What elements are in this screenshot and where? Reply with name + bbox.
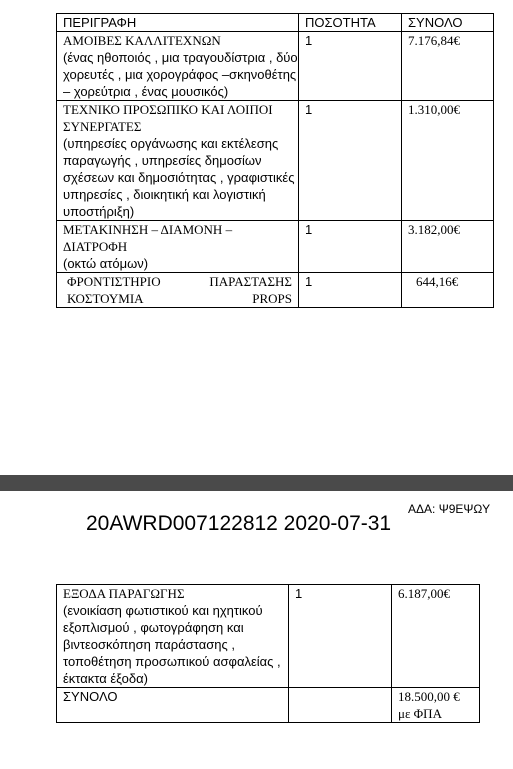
row-total: 3.182,00€ [402,221,494,273]
table-row [57,101,494,221]
row-description [57,32,299,101]
ada-code: ΑΔΑ: Ψ9ΕΨΩΥ [408,502,491,516]
row-quantity: 1 [289,585,392,688]
row-details: (ενοικίαση φωτιστικού και ηχητικού εξοπλισμού , φωτογράφηση και βιντεοσκόπηση παράστασης , τοποθέτηση προσωπικού ασφαλείας , έκτακτα έξοδα) [63,603,281,686]
header-total: ΣΥΝΟΛΟ [402,14,494,32]
page-separator [0,475,513,491]
row-description [57,273,299,308]
row-title: ΤΕΧΝΙΚΟ ΠΡΟΣΩΠΙΚΟ ΚΑΙ ΛΟΙΠΟΙ ΣΥΝΕΡΓΑΤΕΣ [63,102,273,134]
row-title: ΦΡΟΝΤΙΣΤΗΡΙΟ ΠΑΡΑΣΤΑΣΗΣ ΚΟΣΤΟΥΜΙΑ PROPS [67,274,292,306]
sum-value: 18.500,00 € με ΦΠΑ [392,688,480,723]
row-quantity: 1 [299,32,402,101]
row-title: ΜΕΤΑΚΙΝΗΣΗ – ΔΙΑΜΟΝΗ – ΔΙΑΤΡΟΦΗ [63,222,233,254]
row-details: (υπηρεσίες οργάνωσης και εκτέλεσης παραγωγής , υπηρεσίες δημοσίων σχέσεων και δημοσιότητας , γραφιστικές υπηρεσίες , διοικητική και λογιστική υποστήριξη) [63,136,295,219]
row-total: 6.187,00€ [392,585,480,688]
row-description [57,101,299,221]
budget-table-page2 [56,584,480,723]
row-details: (ένας ηθοποιός , μια τραγουδίστρια , δύο χορευτές , μια χορογράφος –σκηνοθέτης – χορεύτρια , ένας μουσικός) [63,50,298,99]
table-row [57,273,494,308]
row-total: 7.176,84€ [402,32,494,101]
sum-quantity-empty [289,688,392,723]
budget-table-page1 [56,13,494,308]
sum-label: ΣΥΝΟΛΟ [57,688,289,723]
document-id: 20AWRD007122812 2020-07-31 [86,512,392,535]
table-row [57,585,480,688]
row-title: ΑΜΟΙΒΕΣ ΚΑΛΛΙΤΕΧΝΩΝ [63,33,221,48]
row-description [57,585,289,688]
row-quantity: 1 [299,221,402,273]
row-quantity: 1 [299,101,402,221]
row-title: ΕΞΟΔΑ ΠΑΡΑΓΩΓΗΣ [63,586,185,601]
row-details: (οκτώ ατόμων) [63,256,149,271]
table-row [57,221,494,273]
row-quantity: 1 [299,273,402,308]
sum-row [57,688,480,723]
header-description: ΠΕΡΙΓΡΑΦΗ [57,14,299,32]
row-total: 644,16€ [402,273,494,308]
row-description [57,221,299,273]
row-total: 1.310,00€ [402,101,494,221]
header-quantity: ΠΟΣΟΤΗΤΑ [299,14,402,32]
table-header-row [57,14,494,32]
table-row [57,32,494,101]
